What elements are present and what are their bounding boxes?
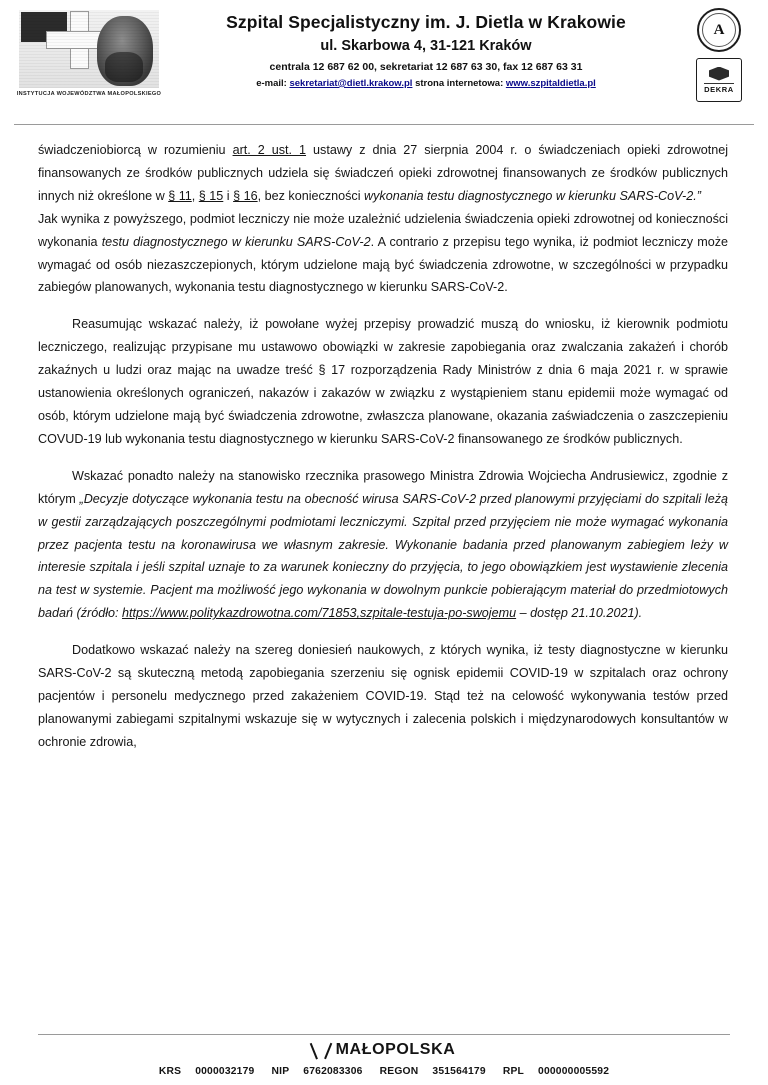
p1-part-a: świadczeniobiorcą w rozumieniu (38, 143, 233, 157)
paragraph-5: Dodatkowo wskazać należy na szereg doniesień naukowych, z których wynika, iż testy diagnostyczne w kierunku SARS-CoV-2 są skuteczną metodą zapobiegania szerzeniu się ognisk epidemii COVID-19 w szpitalach oraz ochrony pacjentów i personelu medycznego przed zakażeniem COVID-19. Stąd też na celowość wykonywania testów przed planowanymi zabiegami szpitalnymi wskazuje się w wytycznych i zalecenia polskich i międzynarodowych konsultantów w ochronie zdrowia, (38, 643, 728, 749)
nip-value: 6762083306 (303, 1066, 363, 1077)
malopolska-brand-label: MAŁOPOLSKA (335, 1041, 456, 1058)
paragraph-4 (38, 465, 728, 625)
certification-marks (688, 6, 750, 102)
hospital-logo (14, 6, 164, 97)
p1-paragraph-ref-15: § 15 (198, 188, 224, 203)
email-link[interactable]: sekretariat@dietl.krakow.pl (289, 77, 413, 89)
dekra-certificate-icon (696, 58, 742, 102)
iso-certificate-letter: A (713, 21, 725, 38)
rpl-label: RPL (502, 1066, 525, 1077)
organization-name: Szpital Specjalistyczny im. J. Dietla w Krakowie (226, 12, 626, 32)
p1-italic-quote-end: wykonania testu diagnostycznego w kierunku SARS-CoV-2.” (364, 188, 701, 203)
source-url-link[interactable]: https://www.politykazdrowotna.com/71853,szpitale-testuja-po-swojemu (122, 606, 517, 621)
logo-caption: INSTYTUCJA WOJEWÓDZTWA MAŁOPOLSKIEGO (16, 91, 162, 97)
nip-label: NIP (271, 1066, 290, 1077)
p2-part-b: . A contrario z przepisu tego wynika, iż podmiot leczniczy może wymagać od osób niezaszczepionych, którym udzielone mają być świadczenia zdrowotne, w szczególności w przypadku zabiegów planowanych, wykonania testu diagnostycznego w kierunku SARS-CoV-2. (38, 234, 728, 295)
p1-part-b: ustawy z dnia 27 sierpnia 2004 r. o świadczeniach opieki zdrowotnej finansowanych ze środków publicznych udziela się świadczeń opieki zdrowotnej finansowanych ze środków publicznych innych niż określone w (38, 143, 729, 203)
header-title-block (164, 6, 688, 89)
email-label: e-mail: (256, 77, 287, 89)
document-header (0, 0, 768, 122)
registry-identifiers (38, 1066, 730, 1077)
krs-label: KRS (158, 1066, 182, 1077)
paragraph-1 (38, 139, 728, 208)
organization-phones: centrala 12 687 62 00, sekretariat 12 687 63 30, fax 12 687 63 31 (269, 60, 583, 73)
document-footer (0, 1034, 768, 1085)
paragraph-2 (38, 208, 728, 300)
p4-part-b: – dostęp 21.10.2021). (516, 606, 643, 621)
iso-certificate-icon (697, 8, 741, 52)
organization-address: ul. Skarbowa 4, 31-121 Kraków (320, 37, 532, 54)
p1-paragraph-ref-16: § 16 (233, 188, 258, 203)
p2-italic-term: testu diagnostycznego w kierunku SARS-CoV-2 (101, 234, 371, 249)
rpl-value: 000000005592 (538, 1066, 610, 1077)
organization-contact-line (164, 78, 688, 89)
paragraph-3: Reasumując wskazać należy, iż powołane wyżej przepisy prowadzić muszą do wniosku, iż kierownik podmiotu leczniczego, realizując przypisane mu ustawowo obowiązki w zakresie zapobiegania oraz zwalczania zakażeń i chorób zakaźnych u ludzi oraz mając na uwadze treść § 17 rozporządzenia Rady Ministrów z dnia 6 maja 2021 r. w sprawie ustanowienia określonych ograniczeń, nakazów i zakazów w związku z wystąpieniem stanu epidemii może wymagać od osób, którym udzielone mają być świadczenia zdrowotne, zwłaszcza planowane, okazania zaświadczenia o zaszczepieniu COVUD-19 lub wykonania testu diagnostycznego w kierunku SARS-CoV-2 finansowanego ze środków publicznych. (38, 317, 728, 446)
p4-quote: „Decyzje dotyczące wykonania testu na obecność wirusa SARS-CoV-2 przed planowymi przyjęciami do szpitali leżą w gestii zarządzających poszczególnymi podmiotami leczniczymi. Szpital przed przyjęciem nie może wymagać wykonania przez pacjenta testu na koronawirusa we własnym zakresie. Wykonanie badania przed planowanym zabiegiem leży w interesie szpitala i jeśli szpital uznaje to za warunek konieczny do przyjęcia, to jego obowiązkiem jest wystawienie zlecenia na test w systemie. Pacjent ma możliwość jego wykonania w dowolnym punkcie pobierającym materiał do przedmiotowych badań (źródło: (38, 491, 728, 621)
document-body (0, 125, 768, 754)
p1-sep-1: , (191, 188, 199, 203)
p1-sep-2: i (223, 188, 234, 203)
website-label: strona internetowa: (415, 77, 504, 89)
p4-part-a: Wskazać ponadto należy na stanowisko rzecznika prasowego Ministra Zdrowia Wojciecha Andrusiewicz, zgodnie z którym (38, 468, 728, 506)
p1-article-ref: art. 2 ust. 1 (232, 143, 307, 157)
p1-paragraph-ref-11: § 11 (168, 188, 192, 203)
malopolska-brand (38, 1041, 730, 1059)
p2-part-a: Jak wynika z powyższego, podmiot leczniczy nie może uzależnić udzielenia świadczenia opieki zdrowotnej od konieczności wykonania (38, 211, 728, 249)
mountain-icon (313, 1042, 330, 1059)
regon-value: 351564179 (432, 1066, 486, 1077)
logo-image (19, 10, 159, 88)
dekra-label: DEKRA (704, 84, 734, 94)
footer-divider (38, 1034, 730, 1035)
regon-label: REGON (379, 1066, 419, 1077)
krs-value: 0000032179 (195, 1066, 255, 1077)
p1-part-e: , bez konieczności (257, 188, 365, 203)
website-link[interactable]: www.szpitaldietla.pl (505, 77, 596, 89)
